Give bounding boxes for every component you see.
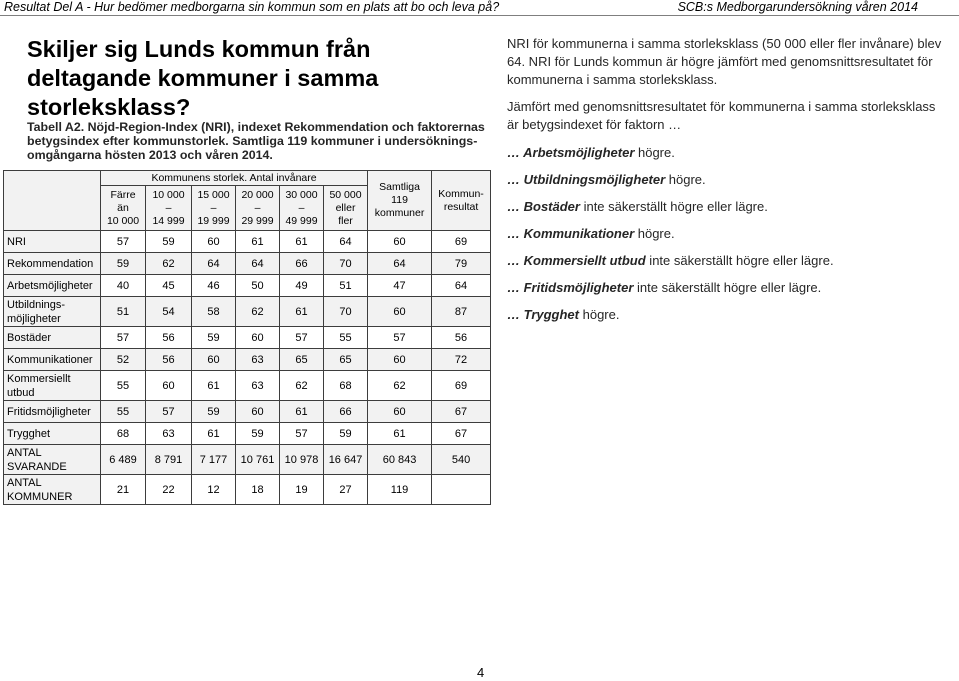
column-header-size-class <box>236 186 280 231</box>
table-cell: 49 <box>280 275 324 297</box>
table-cell: 60 <box>368 349 432 371</box>
column-header-line: Färre <box>110 188 136 201</box>
table-cell <box>432 475 491 505</box>
table-cell: 60 <box>192 349 236 371</box>
row-label <box>4 297 101 327</box>
row-label-line: Fritidsmöjligheter <box>7 405 91 418</box>
table-cell: 18 <box>236 475 280 505</box>
row-label <box>4 401 101 423</box>
table-cell: 59 <box>101 253 146 275</box>
table-cell: 60 <box>368 297 432 327</box>
table-cell: 56 <box>146 349 192 371</box>
table-cell: 62 <box>236 297 280 327</box>
table-cell: 27 <box>324 475 368 505</box>
table-cell: 59 <box>192 327 236 349</box>
column-header-line: resultat <box>443 200 479 213</box>
table-cell: 60 <box>146 371 192 401</box>
table-cell: 54 <box>146 297 192 327</box>
table-cell: 66 <box>280 253 324 275</box>
column-header-line: 10 000 <box>152 188 185 201</box>
factor-item <box>507 252 947 270</box>
row-label-line: Trygghet <box>7 427 51 440</box>
table-cell: 58 <box>192 297 236 327</box>
table-cell: 57 <box>368 327 432 349</box>
table-cell: 60 <box>236 401 280 423</box>
factor-list <box>507 144 947 324</box>
row-label <box>4 349 101 371</box>
running-header <box>0 0 959 16</box>
row-label-line: Arbetsmöjligheter <box>7 279 93 292</box>
table-cell: 55 <box>324 327 368 349</box>
table-cell: 60 843 <box>368 445 432 475</box>
factor-verdict: högre. <box>665 172 706 187</box>
table-cell: 62 <box>146 253 192 275</box>
header-right-text: SCB:s Medborgarundersökning våren 2014 <box>677 0 918 14</box>
table-cell: 65 <box>324 349 368 371</box>
table-cell: 46 <box>192 275 236 297</box>
table-cell: 51 <box>324 275 368 297</box>
column-header-line: Samtliga <box>379 181 420 193</box>
table-cell: 6 489 <box>101 445 146 475</box>
table-cell: 52 <box>101 349 146 371</box>
column-header-line: än <box>117 201 129 214</box>
column-header-line: kommuner <box>374 207 425 219</box>
table-cell: 57 <box>280 423 324 445</box>
table-cell: 61 <box>280 401 324 423</box>
table-cell: 63 <box>236 349 280 371</box>
row-label-line: NRI <box>7 235 26 248</box>
factor-verdict: högre. <box>634 226 675 241</box>
column-header-line: – <box>210 201 217 214</box>
table-cell: 61 <box>236 231 280 253</box>
factor-verdict: högre. <box>579 307 620 322</box>
table-row <box>4 253 491 275</box>
table-cell: 59 <box>192 401 236 423</box>
table-cell: 45 <box>146 275 192 297</box>
row-label <box>4 275 101 297</box>
table-cell: 64 <box>432 275 491 297</box>
row-label-line: ANTAL <box>7 476 42 489</box>
table-cell: 68 <box>324 371 368 401</box>
table-cell: 61 <box>192 423 236 445</box>
table-cell: 7 177 <box>192 445 236 475</box>
factor-name: … Kommersiellt utbud <box>507 253 646 268</box>
table-cell: 57 <box>101 327 146 349</box>
table-cell: 19 <box>280 475 324 505</box>
page-number: 4 <box>477 665 485 680</box>
factor-verdict: inte säkerställt högre eller lägre. <box>633 280 822 295</box>
factor-name: … Fritidsmöjligheter <box>507 280 634 295</box>
factor-item <box>507 306 947 324</box>
row-label-line: Rekommendation <box>7 257 94 270</box>
row-label <box>4 253 101 275</box>
table-cell: 57 <box>280 327 324 349</box>
table-cell: 540 <box>432 445 491 475</box>
table-row <box>4 327 491 349</box>
table-cell: 56 <box>146 327 192 349</box>
table-cell: 67 <box>432 423 491 445</box>
table-cell: 87 <box>432 297 491 327</box>
column-header-line: 20 000 <box>241 188 274 201</box>
column-header-line: 19 999 <box>197 214 230 227</box>
column-header-line: 14 999 <box>152 214 185 227</box>
table-cell: 64 <box>324 231 368 253</box>
column-header-municipality <box>432 171 491 231</box>
table-cell: 61 <box>192 371 236 401</box>
table-cell: 63 <box>146 423 192 445</box>
factor-item <box>507 225 947 243</box>
table-cell: 119 <box>368 475 432 505</box>
table-cell: 59 <box>324 423 368 445</box>
comparison-intro-paragraph: Jämfört med genomsnittsresultatet för kommunerna i samma storleksklass är betygsindexet för faktorn … <box>507 99 936 132</box>
table-cell: 59 <box>146 231 192 253</box>
table-cell: 8 791 <box>146 445 192 475</box>
table-row <box>4 445 491 475</box>
table-cell: 60 <box>368 401 432 423</box>
column-header-line: 49 999 <box>285 214 318 227</box>
factor-item <box>507 279 947 297</box>
table-row <box>4 231 491 253</box>
table-cell: 55 <box>101 371 146 401</box>
table-row <box>4 423 491 445</box>
row-label-line: möjligheter <box>7 312 61 325</box>
table-cell: 60 <box>236 327 280 349</box>
column-header-size-class <box>324 186 368 231</box>
table-cell: 66 <box>324 401 368 423</box>
table-cell: 59 <box>236 423 280 445</box>
row-label <box>4 231 101 253</box>
column-header-line: – <box>165 201 172 214</box>
table-cell: 21 <box>101 475 146 505</box>
column-header-size-class <box>146 186 192 231</box>
table-cell: 62 <box>280 371 324 401</box>
row-label <box>4 423 101 445</box>
column-header-line: 30 000 <box>285 188 318 201</box>
row-label-line: Bostäder <box>7 331 52 344</box>
table-cell: 50 <box>236 275 280 297</box>
header-left-text: Resultat Del A - Hur bedömer medborgarna sin kommun som en plats att bo och leva på? <box>4 0 500 14</box>
row-label <box>4 445 101 475</box>
table-cell: 61 <box>368 423 432 445</box>
table-cell: 10 978 <box>280 445 324 475</box>
table-caption: Tabell A2. Nöjd-Region-Index (NRI), indexet Rekommendation och faktorernas betygsindex efter kommunstorlek. Samtliga 119 kommuner i undersöknings- omgångarna hösten 2013 och våren 2014. <box>27 120 485 162</box>
column-header-line: 29 999 <box>241 214 274 227</box>
table-cell: 61 <box>280 231 324 253</box>
table-cell: 67 <box>432 401 491 423</box>
column-header-line: eller <box>335 201 356 214</box>
factor-name: … Kommunikationer <box>507 226 635 241</box>
row-label-line: Utbildnings- <box>7 298 66 311</box>
table-cell: 60 <box>368 231 432 253</box>
table-row <box>4 297 491 327</box>
table-cell: 64 <box>192 253 236 275</box>
table-cell: 70 <box>324 297 368 327</box>
table-cell: 64 <box>368 253 432 275</box>
factor-name: … Arbetsmöjligheter <box>507 145 635 160</box>
table-cell: 56 <box>432 327 491 349</box>
row-label-line: utbud <box>7 386 35 399</box>
table-cell: 79 <box>432 253 491 275</box>
table-cell: 47 <box>368 275 432 297</box>
column-header-total <box>368 171 432 231</box>
group-header: Kommunens storlek. Antal invånare <box>101 171 368 186</box>
table-cell: 69 <box>432 371 491 401</box>
factor-name: … Utbildningsmöjligheter <box>507 172 666 187</box>
row-label <box>4 327 101 349</box>
table-row <box>4 401 491 423</box>
column-header-line: – <box>298 201 305 214</box>
table-cell: 57 <box>146 401 192 423</box>
section-heading: Skiljer sig Lunds kommun från deltagande kommuner i samma storleksklass? <box>27 36 379 120</box>
table-cell: 55 <box>101 401 146 423</box>
table-cell: 57 <box>101 231 146 253</box>
table-cell: 65 <box>280 349 324 371</box>
table-cell: 69 <box>432 231 491 253</box>
row-label-line: ANTAL <box>7 446 42 459</box>
row-label-line: SVARANDE <box>7 460 67 473</box>
table-cell: 40 <box>101 275 146 297</box>
row-label-line: KOMMUNER <box>7 490 73 503</box>
table-row <box>4 275 491 297</box>
nri-summary-paragraph: NRI för kommunerna i samma storleksklass (50 000 eller fler invånare) blev 64. NRI för Lunds kommun är högre jämfört med genomsnittsresultatet för kommunerna i samma storleksklass. <box>507 36 942 87</box>
column-header-line: 50 000 <box>329 188 362 201</box>
row-label-line: Kommunikationer <box>7 353 93 366</box>
table-row <box>4 475 491 505</box>
column-header-size-class <box>192 186 236 231</box>
factor-item <box>507 198 947 216</box>
column-header-line: fler <box>338 214 353 227</box>
results-table <box>3 170 491 505</box>
table-cell: 60 <box>192 231 236 253</box>
table-row <box>4 371 491 401</box>
row-label-line: Kommersiellt <box>7 372 71 385</box>
column-header-line: Kommun- <box>438 187 484 200</box>
factor-verdict: inte säkerställt högre eller lägre. <box>579 199 768 214</box>
factor-name: … Trygghet <box>507 307 579 322</box>
column-header-size-class <box>280 186 324 231</box>
column-header-line: – <box>254 201 261 214</box>
column-header-line: 119 <box>391 194 408 206</box>
table-cell: 51 <box>101 297 146 327</box>
table-cell: 64 <box>236 253 280 275</box>
table-cell: 72 <box>432 349 491 371</box>
factor-verdict: högre. <box>634 145 675 160</box>
column-header-size-class <box>101 186 146 231</box>
column-header-line: 15 000 <box>197 188 230 201</box>
factor-name: … Bostäder <box>507 199 580 214</box>
factor-item <box>507 144 947 162</box>
row-label <box>4 475 101 505</box>
table-cell: 22 <box>146 475 192 505</box>
table-cell: 10 761 <box>236 445 280 475</box>
table-cell: 63 <box>236 371 280 401</box>
table-cell: 16 647 <box>324 445 368 475</box>
table-cell: 62 <box>368 371 432 401</box>
factor-verdict: inte säkerställt högre eller lägre. <box>645 253 834 268</box>
analysis-text <box>507 35 947 333</box>
column-header-line: 10 000 <box>106 214 140 227</box>
row-label <box>4 371 101 401</box>
table-cell: 68 <box>101 423 146 445</box>
table-cell: 70 <box>324 253 368 275</box>
header-corner <box>4 171 101 231</box>
table-cell: 12 <box>192 475 236 505</box>
table-cell: 61 <box>280 297 324 327</box>
table-row <box>4 349 491 371</box>
factor-item <box>507 171 947 189</box>
